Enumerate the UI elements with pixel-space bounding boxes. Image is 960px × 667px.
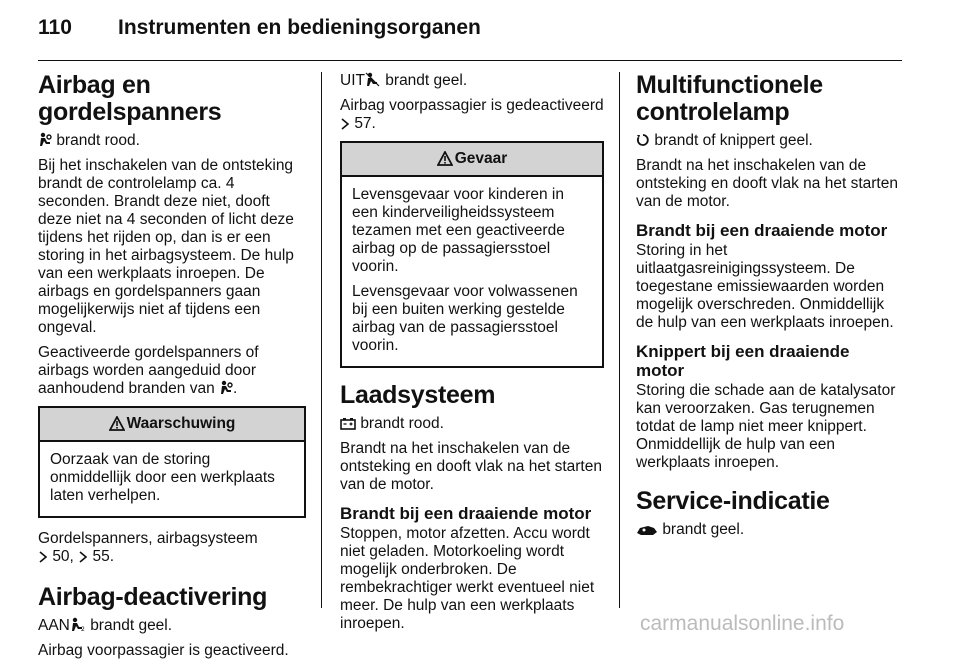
- page-header: [38, 14, 902, 50]
- column-divider: [321, 72, 322, 608]
- reference-arrow-icon: [340, 118, 350, 130]
- header-rule: [38, 60, 902, 61]
- cross-reference: Gordelspanners, airbagsysteem 50, 55.: [38, 530, 258, 565]
- column-2: [340, 72, 604, 640]
- airbag-icon: [219, 380, 233, 395]
- deactivation-heading: Airbag-deactivering: [38, 583, 268, 611]
- page-number: 110: [38, 16, 72, 39]
- danger-text-2: Levensgevaar voor volwassenen bij een buiten werking gestelde airbag van de passagiersstoel voorin.: [352, 283, 578, 354]
- page-title: Instrumenten en bedieningsorganen: [118, 16, 481, 39]
- multi-heading: Multifunctionele controlelamp: [636, 71, 823, 126]
- airbag-paragraph-2: Geactiveerde gordelspanners of airbags worden aangeduid door aanhoudend branden van .: [38, 344, 259, 397]
- airbag-icon: [38, 132, 52, 147]
- multi-lamp-line: brandt of knippert geel.: [636, 132, 902, 150]
- subheading-flashing: Knippert bij een draaiende motor: [636, 342, 850, 380]
- danger-box: [340, 141, 604, 368]
- multi-paragraph-1: Brandt na het inschakelen van de ontsteking en dooft vlak na het starten van de motor.: [636, 157, 898, 210]
- flashing-text: Storing die schade aan de katalysator kan veroorzaken. Gas terugnemen totdat de lamp niet meer knippert. Onmiddellijk de hulp van een werkplaats inroepen.: [636, 382, 896, 471]
- passenger-airbag-off-icon: [365, 72, 381, 87]
- battery-icon: [340, 417, 356, 430]
- airbag-heading: Airbag en gordelspanners: [38, 71, 222, 126]
- column-3: [636, 72, 902, 546]
- subheading-running: Brandt bij een draaiende motor: [636, 221, 888, 240]
- uit-note: Airbag voorpassagier is gedeactiveerd 57.: [340, 97, 604, 132]
- charge-heading: Laadsysteem: [340, 381, 496, 409]
- running-text: Storing in het uitlaatgasreinigingssysteem. De toegestane emissiewaarden worden mogelijk overschreden. Onmiddellijk de hulp van een werkplaats inroepen.: [636, 242, 894, 331]
- service-heading: Service-indicatie: [636, 487, 830, 515]
- warning-box: [38, 406, 306, 518]
- svg-text:2: 2: [80, 626, 85, 632]
- aan-line: AAN 2 brandt geel.: [38, 617, 173, 634]
- watermark: carmanualsonline.info: [640, 612, 845, 635]
- danger-header: Gevaar: [342, 143, 602, 177]
- airbag-lamp-line: brandt rood.: [38, 132, 306, 150]
- charge-lamp-line: brandt rood.: [340, 415, 604, 433]
- warning-header: Waarschuwing: [40, 408, 304, 442]
- warning-text: Oorzaak van de storing onmiddellijk door een werkplaats laten verhelpen.: [50, 451, 275, 504]
- danger-text-1: Levensgevaar voor kinderen in een kinderveiligheidssysteem tezamen met een geactiveerde airbag op de passagiersstoel voorin.: [352, 186, 565, 275]
- reference-arrow-icon: [78, 551, 88, 563]
- charge-subheading: Brandt bij een draaiende motor: [340, 504, 592, 523]
- aan-note: Airbag voorpassagier is geactiveerd.: [38, 642, 289, 659]
- airbag-paragraph-1: Bij het inschakelen van de ontsteking brandt de controlelamp ca. 4 seconden. Brandt deze niet, dooft deze niet na 4 seconden of licht deze tijdens het rijden op, dan is er een storing in het airbagsysteem. De hulp van een werkplaats inroepen. De airbags en gordelspanners gaan mogelijkerwijs niet af tijdens een ongeval.: [38, 157, 294, 336]
- wrench-car-icon: [636, 524, 658, 536]
- engine-icon: [636, 133, 650, 147]
- reference-arrow-icon: [38, 551, 48, 563]
- column-divider: [619, 72, 620, 608]
- passenger-airbag-icon: [70, 617, 86, 632]
- column-1: [38, 72, 306, 667]
- warning-icon: [109, 416, 125, 431]
- charge-paragraph-2: Stoppen, motor afzetten. Accu wordt niet geladen. Motorkoeling wordt mogelijk onderbroken. De rembekrachtiger werkt eventueel niet meer. De hulp van een werkplaats inroepen.: [340, 525, 595, 632]
- service-lamp-line: brandt geel.: [636, 521, 902, 539]
- charge-paragraph-1: Brandt na het inschakelen van de ontsteking en dooft vlak na het starten van de motor.: [340, 440, 602, 493]
- danger-icon: [437, 151, 453, 166]
- uit-line: UIT brandt geel.: [340, 72, 468, 89]
